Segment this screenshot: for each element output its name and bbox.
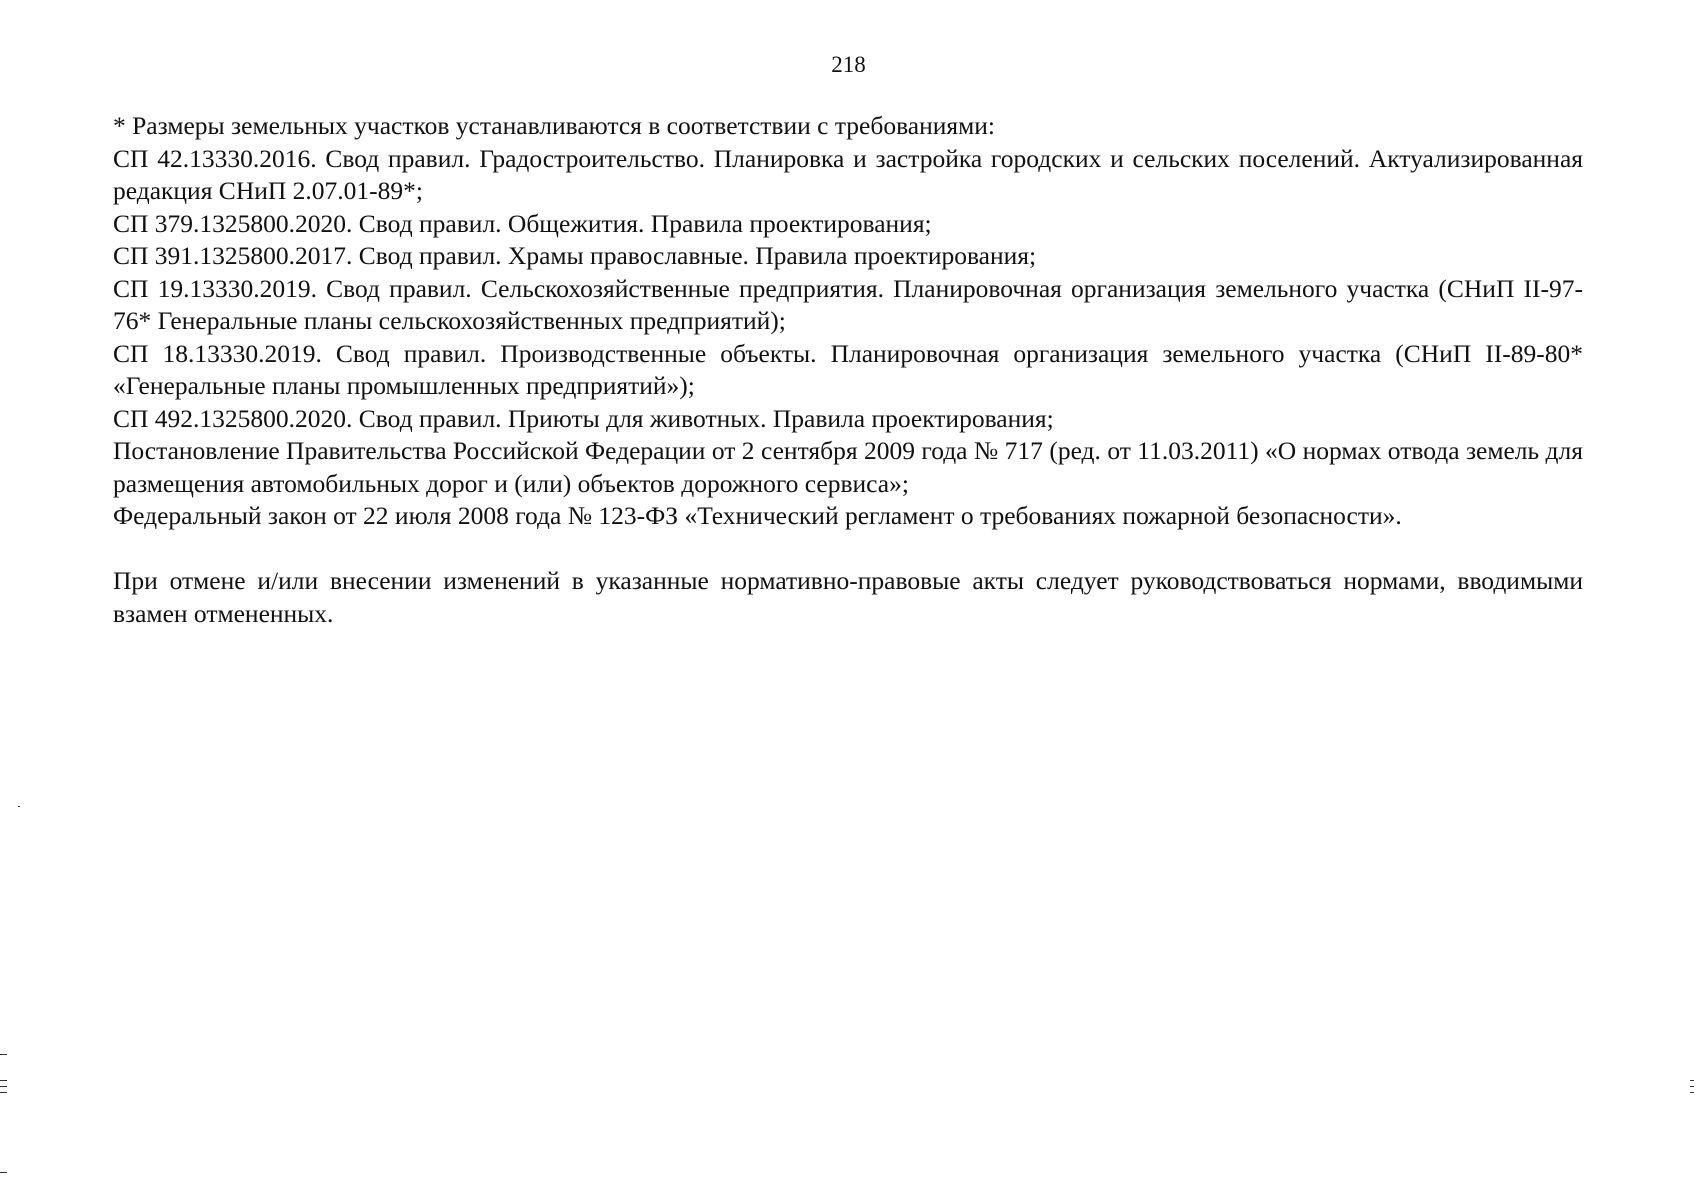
scan-artifact-right-3	[1690, 1092, 1694, 1093]
scan-artifact-left-1	[18, 806, 20, 807]
scan-artifact-left-2	[0, 1054, 7, 1055]
scan-artifact-left-4	[0, 1086, 7, 1087]
scan-artifact-right-2	[1690, 1086, 1694, 1087]
reference-sp-42: СП 42.13330.2016. Свод правил. Градостроительство. Планировка и застройка городских и сельских поселений. Актуализированная редакция СНиП 2.07.01-89*;	[113, 143, 1583, 205]
scan-artifact-left-6	[0, 1172, 7, 1173]
reference-sp-492: СП 492.1325800.2020. Свод правил. Приюты для животных. Правила проектирования;	[113, 403, 1054, 433]
reference-sp-391: СП 391.1325800.2017. Свод правил. Храмы православные. Правила проектирования;	[113, 241, 1037, 270]
reference-sp-18: СП 18.13330.2019. Свод правил. Производственные объекты. Планировочная организация земельного участка (СНиП II-89-80* «Генеральные планы промышленных предприятий»);	[113, 338, 1583, 400]
scan-artifact-right-1	[1690, 1080, 1694, 1081]
scan-artifact-left-3	[0, 1080, 7, 1081]
reference-sp-379: СП 379.1325800.2020. Свод правил. Общежития. Правила проектирования;	[113, 208, 932, 238]
reference-government-decree: Постановление Правительства Российской Федерации от 2 сентября 2009 года № 717 (ред. от 11.03.2011) «О нормах отвода земель для размещения автомобильных дорог и (или) объектов дорожного сервиса»;	[113, 436, 1583, 498]
page-number: 218	[831, 52, 866, 77]
scan-artifact-left-5	[0, 1092, 7, 1093]
reference-sp-19: СП 19.13330.2019. Свод правил. Сельскохозяйственные предприятия. Планировочная организация земельного участка (СНиП II-97-76* Генеральные планы сельскохозяйственных предприятий);	[113, 273, 1583, 335]
document-body	[113, 110, 1583, 630]
reference-federal-law: Федеральный закон от 22 июля 2008 года № 123-ФЗ «Технический регламент о требованиях пожарной безопасности».	[113, 501, 1402, 530]
footnote-intro: * Размеры земельных участков устанавливаются в соответствии с требованиями:	[113, 111, 995, 140]
closing-note: При отмене и/или внесении изменений в указанные нормативно-правовые акты следует руководствоваться нормами, вводимыми взамен отмененных.	[113, 566, 1583, 628]
